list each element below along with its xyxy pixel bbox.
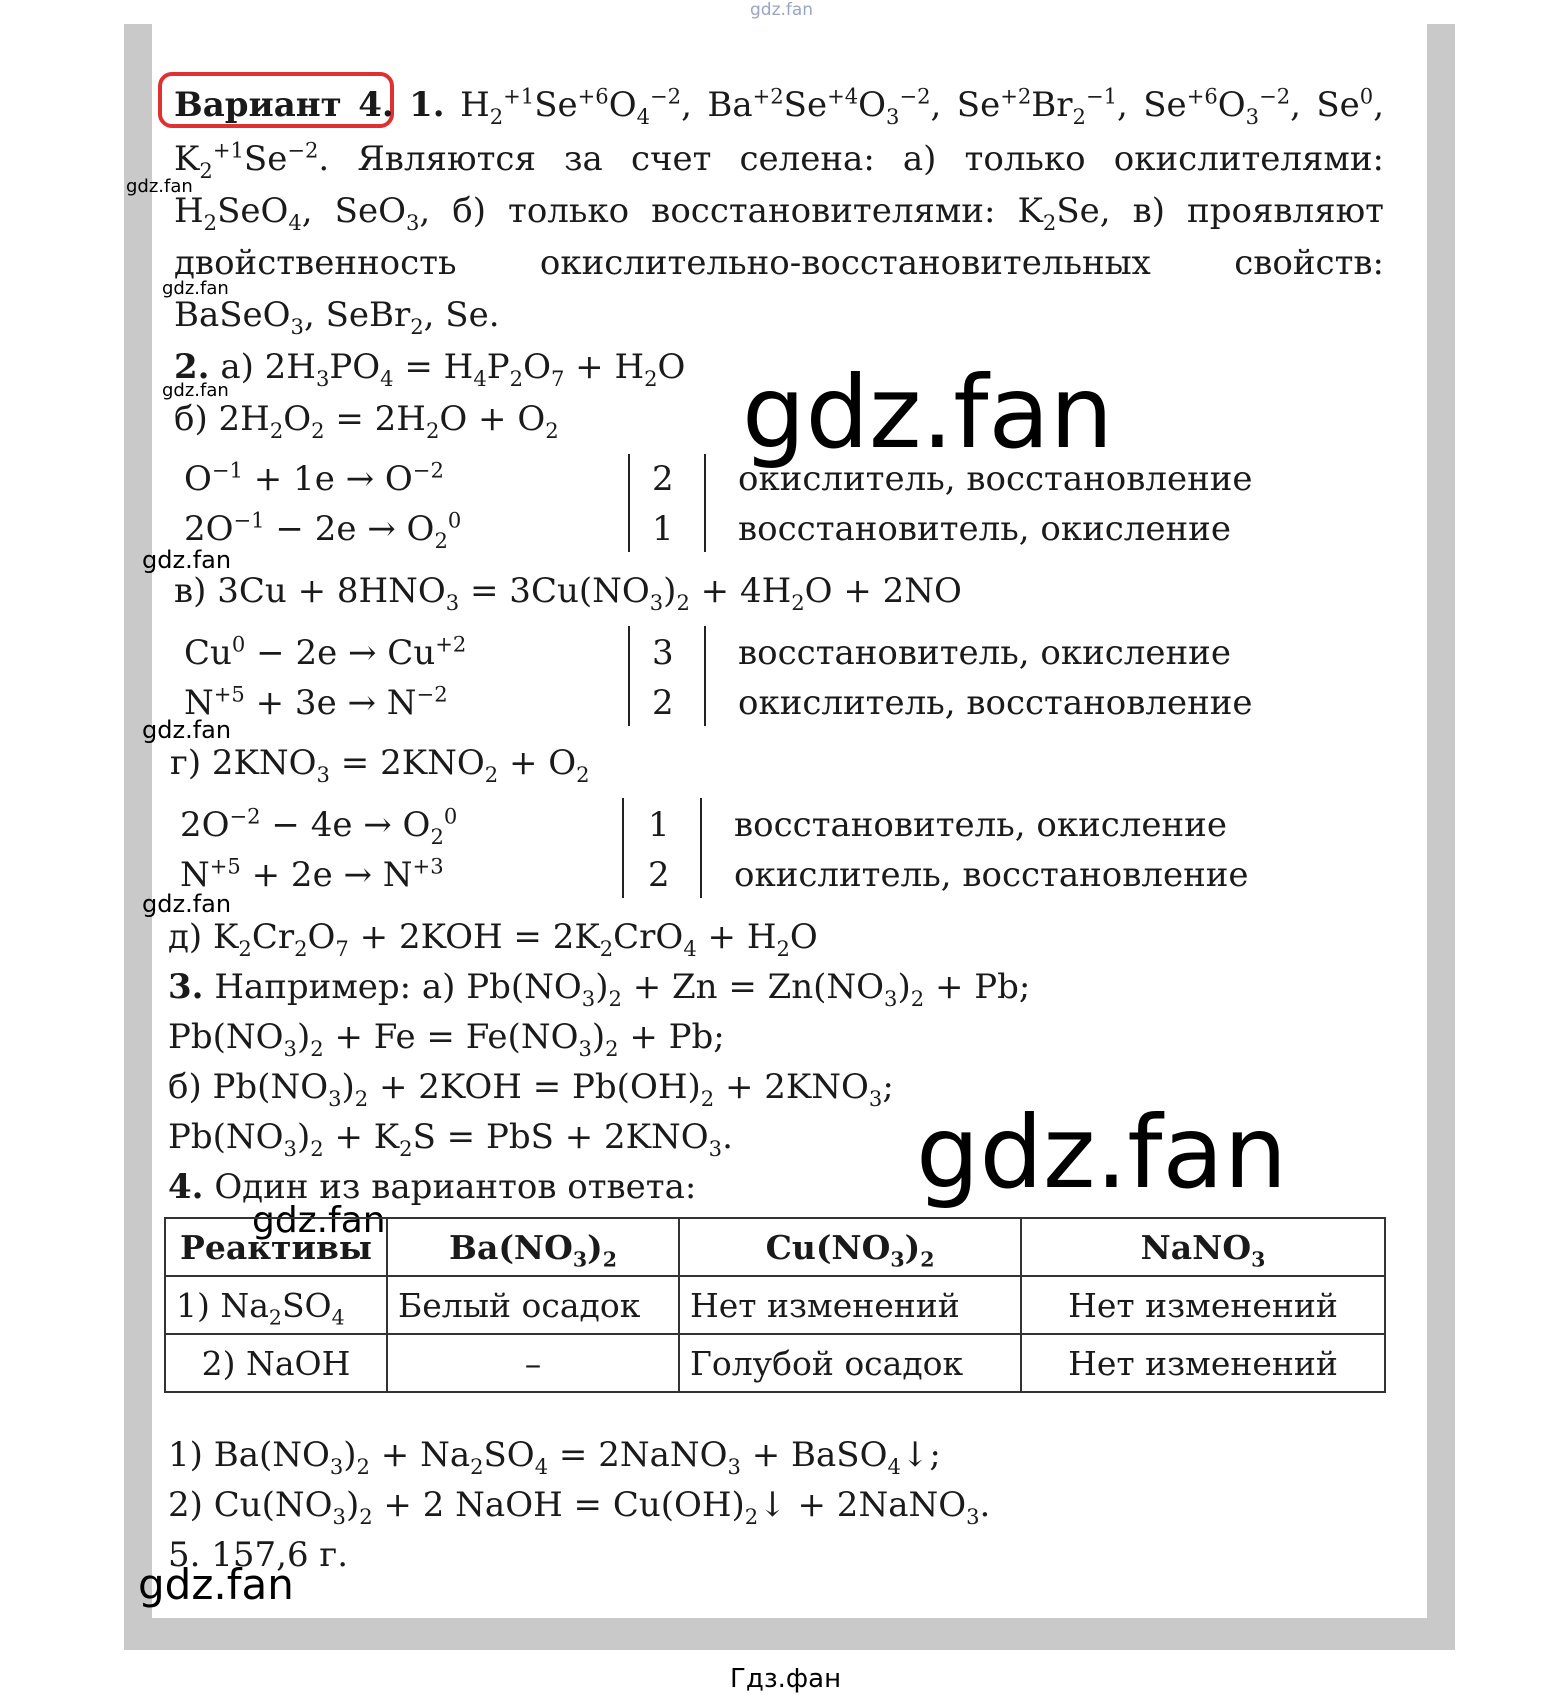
- task4-intro-text: Один из вариантов ответа:: [214, 1167, 697, 1207]
- coefficient: 1: [648, 805, 670, 845]
- table-header: $Ba(NO_3)_2$: [387, 1218, 679, 1276]
- task2-g: г) $2KNO_3 = 2KNO_2 + O_2$: [170, 743, 590, 787]
- watermark-top: gdz.fan: [750, 0, 814, 20]
- task4-eq2: 2) $Cu(NO_3)_2 + 2$ NaOH = $Cu(OH)_2↓$ + 2NaNO$_3$.: [168, 1485, 991, 1529]
- task3-b1: б) $Pb(NO_3)_2 + 2KOH = Pb(OH)_2 + 2KNO_3$;: [168, 1067, 894, 1111]
- role-text: восстановитель, окисление: [738, 509, 1231, 549]
- task3-a2: $Pb(NO_3)_2 + Fe = Fe(NO_3)_2 + Pb$;: [168, 1017, 725, 1061]
- table-header: Реактивы: [165, 1218, 387, 1276]
- task3-label: 3.: [168, 967, 204, 1007]
- task2-b-label: б): [174, 399, 208, 439]
- half-reaction: $O^{-1} + 1e \to O^{-2}$: [184, 457, 444, 499]
- watermark-large: gdz.fan: [916, 1094, 1288, 1211]
- role-text: восстановитель, окисление: [738, 633, 1231, 673]
- coefficient: 2: [652, 683, 674, 723]
- bottom-caption: Гдз.фан: [730, 1664, 842, 1694]
- divider: [704, 626, 706, 726]
- watermark-large: gdz.fan: [742, 354, 1114, 471]
- half-reaction: $N^{+5} + 2e \to N^{+3}$: [180, 853, 444, 895]
- variant-label: Вариант 4.: [174, 85, 394, 125]
- table-header: NaNO$_3$: [1021, 1218, 1385, 1276]
- task2-a: 2. а) $2H_3PO_4 = H_4P_2O_7 + H_2O$: [174, 347, 686, 391]
- table-cell: Нет изменений: [679, 1276, 1021, 1334]
- table-cell: Голубой осадок: [679, 1334, 1021, 1392]
- task1-text: Являются за счет селена: а) только окислителями:: [357, 139, 1384, 179]
- task3-b2: $Pb(NO_3)_2 + K_2S$ = PbS + $2KNO_3$.: [168, 1117, 733, 1161]
- half-reaction: $N^{+5} + 3e \to N^{-2}$: [184, 681, 448, 723]
- task1-word: окислительно-восстановительных: [539, 243, 1151, 283]
- watermark-small: gdz.fan: [142, 716, 232, 744]
- role-text: окислитель, восстановление: [738, 683, 1253, 723]
- table-cell: Белый осадок: [387, 1276, 679, 1334]
- task3-b-label: б): [168, 1067, 202, 1107]
- role-text: окислитель, восстановление: [734, 855, 1249, 895]
- task4-eq1: 1) $Ba(NO_3)_2 + Na_2SO_4$ = 2NaNO$_3$ + BaSO$_4$↓;: [168, 1435, 941, 1479]
- task1-line2: $K_2^{+1}Se^{-2}$. Являются за счет селена: а) только окислителями:: [174, 137, 1384, 183]
- table-cell: –: [387, 1334, 679, 1392]
- task1-word: двойственность: [174, 243, 457, 283]
- table-cell: 1) $Na_2SO_4$: [165, 1276, 387, 1334]
- table-row: [165, 1334, 1385, 1392]
- watermark-small: gdz.fan: [142, 890, 232, 918]
- task4-label: 4.: [168, 1167, 204, 1207]
- task5-answer: 5. 157,6 г.: [168, 1535, 349, 1575]
- table-cell: 2) NaOH: [165, 1334, 387, 1392]
- divider: [622, 798, 624, 898]
- role-text: восстановитель, окисление: [734, 805, 1227, 845]
- half-reaction: $2O^{-1} - 2e \to O_2^0$: [184, 507, 462, 553]
- watermark-small: gdz.fan: [126, 176, 193, 197]
- reagents-table: [164, 1217, 1386, 1393]
- half-reaction: $Cu^0 - 2e \to Cu^{+2}$: [184, 631, 467, 673]
- table-header-row: [165, 1218, 1385, 1276]
- task2-v-label: в): [174, 571, 207, 611]
- task2-b: б) $2H_2O_2 = 2H_2O + O_2$: [174, 399, 559, 443]
- task1-word: свойств:: [1234, 243, 1384, 283]
- watermark-small: gdz.fan: [162, 380, 229, 401]
- task2-d: д) $K_2Cr_2O_7 + 2KOH = 2K_2CrO_4 + H_2O$: [168, 917, 818, 961]
- task1-line1: Вариант 4. 1. $H_2^{+1}Se^{+6}O_4^{-2}$, $Ba^{+2}Se^{+4}O_3^{-2}$, $Se^{+2}Br_2^{-1}$, $Se^{+6}O_3^{-2}$, Se$^0$,: [174, 83, 1385, 129]
- half-reaction: $2O^{-2} - 4e \to O_2^0$: [180, 803, 458, 849]
- divider: [628, 454, 630, 552]
- task2-v: в) $3Cu + 8HNO_3 = 3Cu(NO_3)_2 + 4H_2O + 2NO$: [174, 571, 962, 615]
- task3-a1: 3. Например: а) $Pb(NO_3)_2 + Zn = Zn(NO_3)_2 + Pb$;: [168, 967, 1031, 1011]
- coefficient: 2: [648, 855, 670, 895]
- table-row: [165, 1276, 1385, 1334]
- task1-text: б) только восстановителями:: [452, 191, 996, 231]
- role-text: окислитель, восстановление: [738, 459, 1253, 499]
- coefficient: 3: [652, 633, 674, 673]
- task1-line4: [174, 243, 1384, 283]
- task2-g-label: г): [170, 743, 202, 783]
- task2-label: 2.: [174, 347, 210, 387]
- table-cell: Нет изменений: [1021, 1276, 1385, 1334]
- task1-line5: BaSeO$_3$, SeBr$_2$, Se.: [174, 295, 500, 339]
- divider: [628, 626, 630, 726]
- divider: [704, 454, 706, 552]
- coefficient: 1: [652, 509, 674, 549]
- watermark-small: gdz.fan: [162, 278, 229, 299]
- task1-line3: $H_2SeO_4$, SeO$_3$, б) только восстановителями: $K_2Se$, в) проявляют: [174, 191, 1384, 235]
- task3-intro: Например: а): [214, 967, 456, 1007]
- divider: [700, 798, 702, 898]
- watermark-mid: gdz.fan: [252, 1200, 386, 1241]
- table-cell: Нет изменений: [1021, 1334, 1385, 1392]
- task4-intro: [168, 1167, 697, 1207]
- table-header: $Cu(NO_3)_2$: [679, 1218, 1021, 1276]
- task2-a-label: а): [220, 347, 254, 387]
- watermark-mid: gdz.fan: [138, 1560, 294, 1609]
- task2-d-label: д): [168, 917, 203, 957]
- task1-text: в) проявляют: [1132, 191, 1384, 231]
- watermark-small: gdz.fan: [142, 546, 232, 574]
- coefficient: 2: [652, 459, 674, 499]
